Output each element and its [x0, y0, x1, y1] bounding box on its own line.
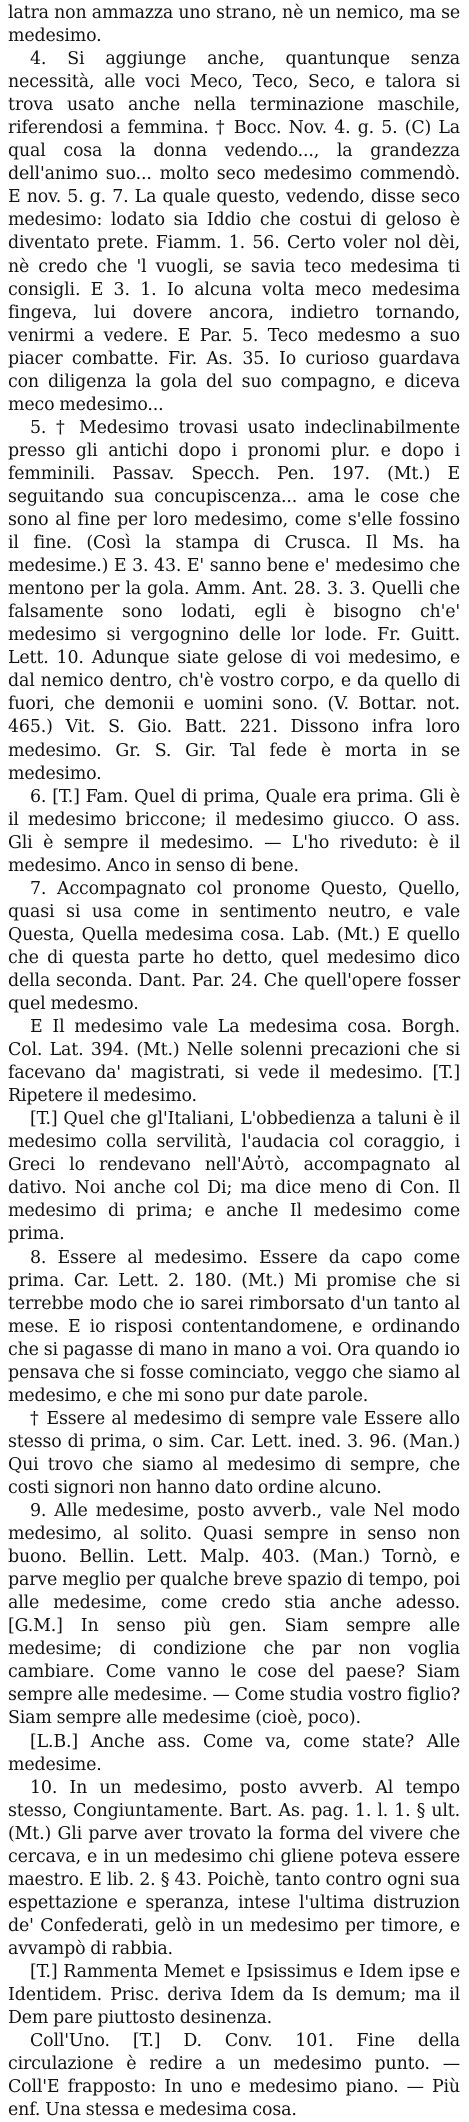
- etymology-note: [T.] Rammenta Memet e Ipsissimus e Idem ipse e Identidem. Prisc. deriva Idem da Is demum; ma il Dem pare piuttosto desinenza.: [8, 1961, 460, 2029]
- sense-7: 7. Accompagnato col pronome Questo, Quello, quasi si usa come in sentimento neutro, e vale Questa, Quella medesima cosa. Lab. (Mt.) E quello che di questa parte ho detto, quel medesimo dico della seconda. Dant. Par. 24. Che quell'opere fosser quel medesmo.: [8, 878, 460, 1015]
- sense-10: 10. In un medesimo, posto avverb. Al tempo stesso, Congiuntamente. Bart. As. pag. 1. l. 1. § ult. (Mt.) Gli parve aver trovato la forma del vivere che cercava, e in un medesimo chi gliene poteva essere maestro. E lib. 2. § 43. Poichè, tanto contro ogni sua espettazione e speranza, intese l'ultima distruzion de' Confederati, gelò in un medesimo per timore, e avvampò di rabbia.: [8, 1777, 460, 1959]
- sense-8-sempre: † Essere al medesimo di sempre vale Essere allo stesso di prima, o sim. Car. Lett. ined. 3. 96. (Man.) Qui trovo che siamo al medesimo di sempre, che costi signori non hanno dato ordine alcuno.: [8, 1408, 460, 1498]
- sense-5: 5. † Medesimo trovasi usato indeclinabilmente presso gli antichi dopo i pronomi plur. e dopo i femminili. Passav. Specch. Pen. 197. (Mt.) E seguitando sua concupiscenza... ama le cose che sono al fine per loro medesimo, come s'elle fossino il fine. (Così la stampa di Crusca. Il Ms. ha medesime.) E 3. 43. E' sanno bene e' medesimo che mentono per la gola. Amm. Ant. 28. 3. 3. Quelli che falsamente sono lodati, egli è bisogno ch'e' medesimo si vergognino delle lor lode. Fr. Guitt. Lett. 10. Adunque siate gelose di voi medesimo, e dal nemico dentro, ch'è vostro corpo, e da quello di fuori, che demonii e uomini sono. (V. Bottar. not. 465.) Vit. S. Gio. Batt. 221. Dissono infra loro medesimo. Gr. S. Gir. Tal fede è morta in se medesimo.: [8, 417, 460, 784]
- entry-continuation: latra non ammazza uno strano, nè un nemico, ma se medesimo.: [8, 3, 460, 47]
- sense-9-ass: [L.B.] Anche ass. Come va, come state? Alle medesime.: [8, 1731, 460, 1775]
- sense-4: 4. Si aggiunge anche, quantunque senza necessità, alle voci Meco, Teco, Seco, e talora si trova usato anche nella terminazione maschile, riferendosi a femmina. † Bocc. Nov. 4. g. 5. (C) La qual cosa la donna vedendo..., la grandezza dell'animo suo... molto seco medesimo commendò. E nov. 5. g. 7. La quale questo, vedendo, disse seco medesimo: lodato sia Iddio che costui di geloso è diventato prete. Fiamm. 1. 56. Certo voler nol dèi, nè credo che 'l vuogli, se savia teco medesima ti consigli. E 3. 1. Io alcuna volta meco medesima fingeva, lui dovere ancora, indietro tornando, venirmi a vedere. E Par. 5. Teco medesmo a suo piacer combatte. Fir. As. 35. Io curioso guardava con diligenza la gola del suo compagno, e diceva meco medesimo...: [8, 49, 460, 415]
- sense-7-note: [T.] Quel che gl'Italiani, L'obbedienza a taluni è il medesimo colla servilità, l'audacia col coraggio, i Greci lo rendevano nell'Αὐτὸ, accompagnato al dativo. Noi anche col Di; ma dice meno di Con. Il medesimo di prima; e anche Il medesimo come prima.: [8, 1109, 460, 1245]
- sense-9: 9. Alle medesime, posto avverb., vale Nel modo medesimo, al solito. Quasi sempre in senso non buono. Bellin. Lett. Malp. 403. (Man.) Tornò, e parve meglio per qualche breve spazio di tempo, poi alle medesime, come credo stia anche adesso. [G.M.] In senso più gen. Siam sempre alle medesime; di condizione che par non voglia cambiare. Come vanno le cose del paese? Siam sempre alle medesime. — Come studia vostro figlio? Siam sempre alle medesime (cioè, poco).: [8, 1501, 460, 1729]
- sense-8: 8. Essere al medesimo. Essere da capo come prima. Car. Lett. 2. 180. (Mt.) Mi promise che si terrebbe modo che io sarei rimborsato d'un tanto al mese. E io risposi contentandomene, e ordinando che si pagasse di mano in mano a voi. Ora quando io pensava che si fosse cominciato, veggo che siamo al medesimo, e che mi sono pur date parole.: [8, 1247, 460, 1406]
- coll-uno-note: Coll'Uno. [T.] D. Conv. 101. Fine della circulazione è redire a un medesimo punto. — Coll'E frapposto: In uno e medesimo piano. — Più enf. Una stessa e medesima cosa.: [8, 2031, 460, 2121]
- sense-7-il-medesimo: E Il medesimo vale La medesima cosa. Borgh. Col. Lat. 394. (Mt.) Nelle solenni precazioni che si facevano da' magistrati, si vede il medesimo. [T.] Ripetere il medesimo.: [8, 1017, 460, 1107]
- sense-6: 6. [T.] Fam. Quel di prima, Quale era prima. Gli è il medesimo briccone; il medesimo giucco. O ass. Gli è sempre il medesimo. — L'ho riveduto: è il medesimo. Anco in senso di bene.: [8, 786, 460, 876]
